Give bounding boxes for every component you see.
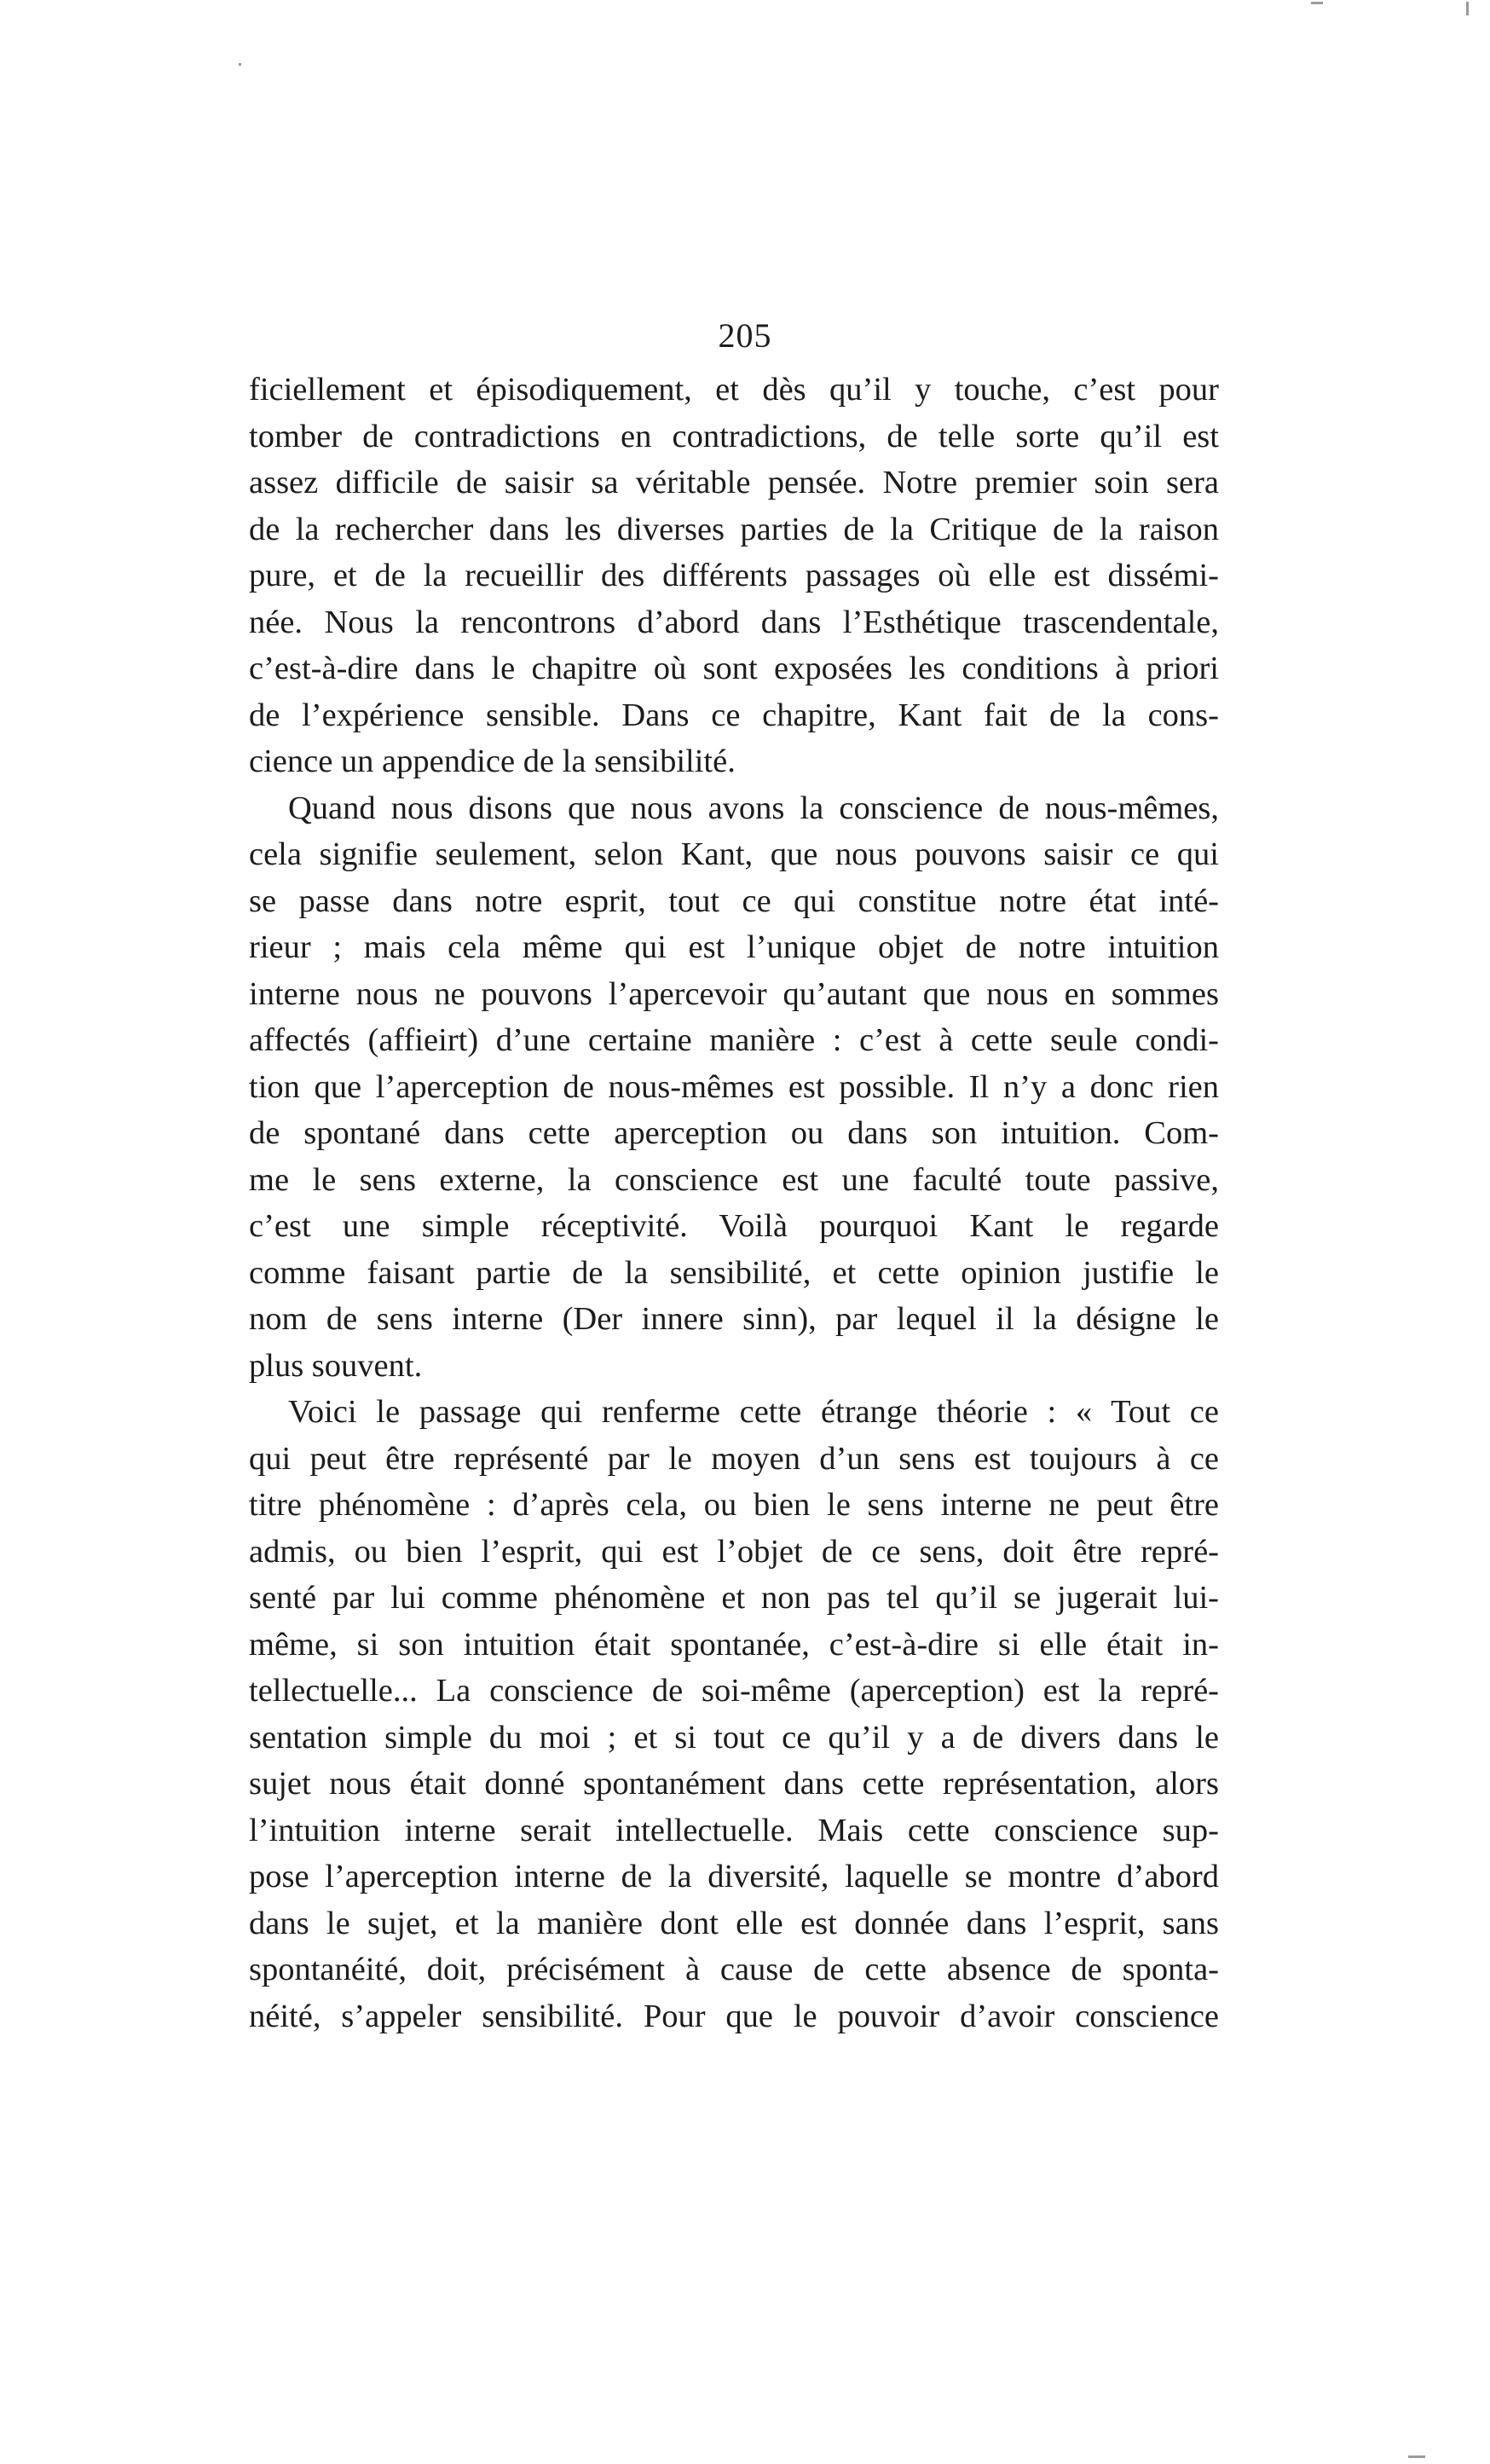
text-line: pure, et de la recueillir des différents passages où elle est dissémi-	[249, 558, 1219, 593]
text-line: dans le sujet, et la manière dont elle est donnée dans l’esprit, sans	[249, 1905, 1219, 1941]
paragraph	[249, 1389, 1219, 2039]
text-line: titre phénomène : d’après cela, ou bien le sens interne ne peut être	[249, 1487, 1219, 1523]
text-line: de l’expérience sensible. Dans ce chapitre, Kant fait de la cons-	[249, 697, 1219, 733]
text-line: cience un appendice de la sensibilité.	[249, 743, 736, 779]
text-line: pose l’aperception interne de la diversité, laquelle se montre d’abord	[249, 1859, 1219, 1894]
text-line: spontanéité, doit, précisément à cause de cette absence de sponta-	[249, 1952, 1219, 1987]
scan-mark	[1466, 2, 1469, 15]
text-line: rieur ; mais cela même qui est l’unique objet de notre intuition	[249, 929, 1219, 965]
text-line: de la rechercher dans les diverses parties de la Critique de la raison	[249, 511, 1219, 547]
paragraph	[249, 367, 1219, 785]
text-line: sujet nous était donné spontanément dans cette représentation, alors	[249, 1766, 1219, 1802]
text-line: nom de sens interne (Der innere sinn), par lequel il la désigne le	[249, 1301, 1219, 1337]
text-line: senté par lui comme phénomène et non pas tel qu’il se jugerait lui-	[249, 1580, 1219, 1616]
text-line: Quand nous disons que nous avons la conscience de nous-mêmes,	[288, 790, 1219, 826]
text-line: c’est-à-dire dans le chapitre où sont exposées les conditions à priori	[249, 651, 1219, 686]
text-line: admis, ou bien l’esprit, qui est l’objet de ce sens, doit être repré-	[249, 1533, 1219, 1570]
text-line: qui peut être représenté par le moyen d’un sens est toujours à ce	[249, 1440, 1219, 1477]
text-line: c’est une simple réceptivité. Voilà pourquoi Kant le regarde	[249, 1208, 1219, 1244]
text-line: sentation simple du moi ; et si tout ce qu’il y a de divers dans le	[249, 1719, 1219, 1755]
text-line: de spontané dans cette aperception ou dans son intuition. Com-	[249, 1115, 1219, 1151]
scan-mark	[1311, 2, 1323, 4]
text-line: tomber de contradictions en contradictions, de telle sorte qu’il est	[249, 418, 1219, 454]
text-line: comme faisant partie de la sensibilité, et cette opinion justifie le	[249, 1254, 1219, 1291]
text-line: néité, s’appeler sensibilité. Pour que le pouvoir d’avoir conscience	[249, 1998, 1219, 2034]
text-line: se passe dans notre esprit, tout ce qui constitue notre état inté-	[249, 882, 1219, 919]
text-line: me le sens externe, la conscience est une faculté toute passive,	[249, 1161, 1219, 1198]
text-line: l’intuition interne serait intellectuelle. Mais cette conscience sup-	[249, 1812, 1219, 1848]
scan-mark	[1408, 2455, 1425, 2458]
paragraph	[249, 785, 1219, 1390]
text-line: née. Nous la rencontrons d’abord dans l’Esthétique trascendentale,	[249, 604, 1219, 640]
text-line: affectés (affieirt) d’une certaine manière : c’est à cette seule condi-	[249, 1022, 1219, 1058]
text-line: assez difficile de saisir sa véritable pensée. Notre premier soin sera	[249, 465, 1219, 500]
page-number: 205	[718, 316, 772, 355]
text-line: ficiellement et épisodiquement, et dès qu’il y touche, c’est pour	[249, 372, 1219, 408]
scan-mark	[239, 63, 241, 66]
text-line: tellectuelle... La conscience de soi-même (aperception) est la repré-	[249, 1673, 1219, 1709]
text-line: Voici le passage qui renferme cette étrange théorie : « Tout ce	[288, 1394, 1219, 1430]
text-line: interne nous ne pouvons l’apercevoir qu’autant que nous en sommes	[249, 975, 1219, 1012]
text-line: plus souvent.	[249, 1347, 423, 1384]
text-line: cela signifie seulement, selon Kant, que nous pouvons saisir ce qui	[249, 836, 1219, 872]
text-line: même, si son intuition était spontanée, c’est-à-dire si elle était in-	[249, 1626, 1219, 1663]
text-line: tion que l’aperception de nous-mêmes est possible. Il n’y a donc rien	[249, 1068, 1219, 1105]
body-text	[249, 367, 1219, 2039]
